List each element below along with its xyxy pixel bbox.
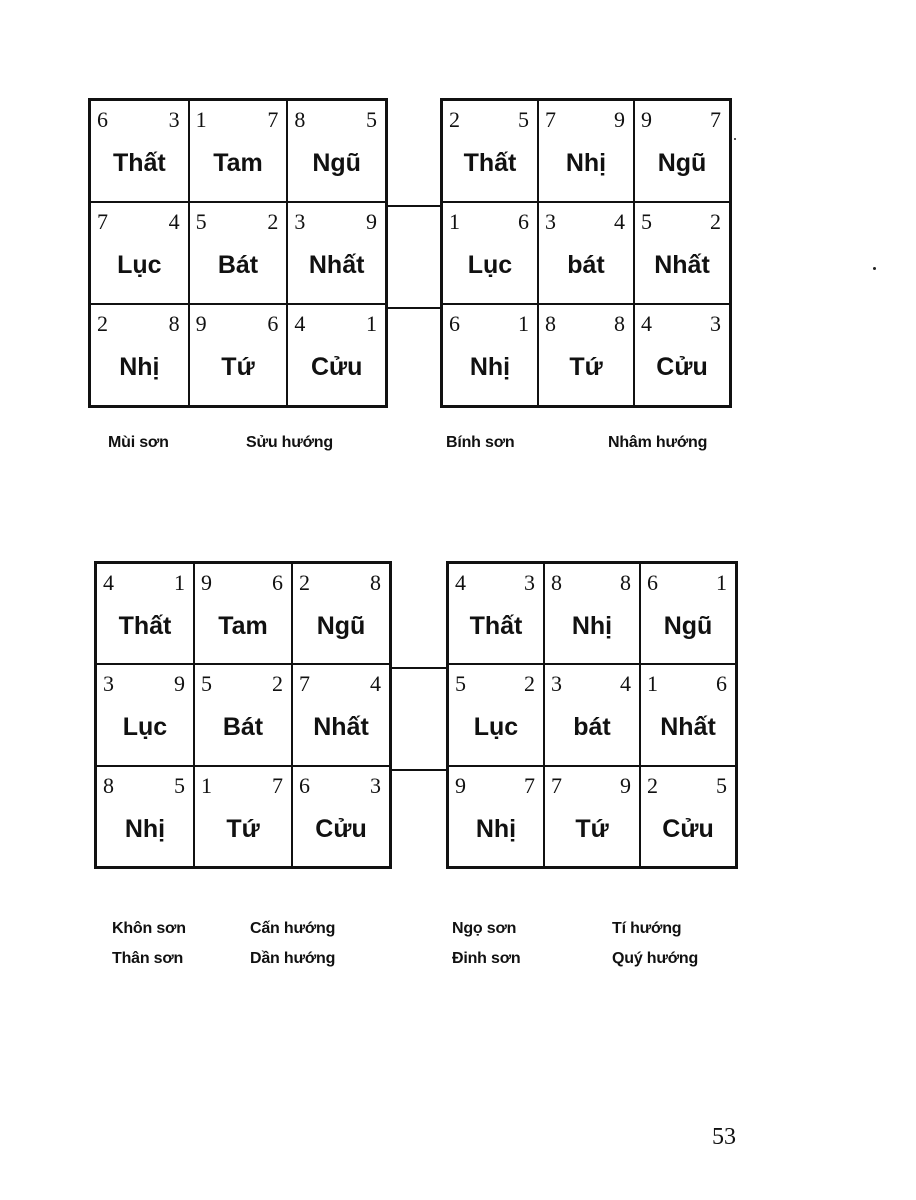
cell-number-right: 5 [174, 772, 185, 798]
cell-star-name: Nhị [119, 353, 160, 381]
cell-number-right: 7 [272, 772, 283, 798]
grid-cell [90, 100, 189, 202]
grid-cell [544, 766, 640, 867]
cell-number-left: 9 [455, 772, 466, 798]
grid-cell [640, 563, 736, 664]
cell-number-right: 8 [614, 311, 625, 336]
caption-binh-son: Bính sơn [446, 434, 515, 451]
cell-number-left: 3 [551, 671, 562, 697]
cell-number-right: 4 [614, 209, 625, 234]
grid-cell [442, 100, 538, 202]
cell-number-left: 3 [103, 671, 114, 697]
cell-number-left: 9 [195, 311, 207, 336]
grid-cell [544, 563, 640, 664]
cell-number-left: 5 [455, 671, 466, 697]
cell-star-name: Thất [112, 149, 166, 177]
cell-star-name: Nhị [475, 814, 517, 843]
cell-number-left: 1 [647, 671, 658, 697]
cell-number-left: 2 [97, 311, 108, 336]
cell-number-right: 4 [168, 209, 180, 234]
cell-number-right: 3 [710, 311, 721, 336]
grid-cell [189, 202, 288, 304]
grid-cell [194, 664, 292, 765]
cell-star-name: Nhất [308, 251, 365, 279]
cell-number-left: 7 [299, 671, 310, 697]
grid-cell [292, 664, 390, 765]
cell-number-right: 1 [716, 570, 727, 595]
caption-can-huong: Cấn hướng [250, 920, 336, 937]
cell-number-right: 9 [365, 209, 377, 234]
grid-cell [442, 304, 538, 406]
cell-number-left: 8 [294, 107, 306, 132]
cell-number-left: 8 [103, 772, 114, 798]
grid-cell [448, 664, 544, 765]
grid-cell [90, 202, 189, 304]
grid-cell [640, 766, 736, 867]
cell-number-right: 6 [272, 570, 283, 595]
cell-star-name: Tứ [226, 814, 260, 843]
caption-mui-son: Mùi sơn [108, 434, 169, 451]
cell-number-right: 4 [620, 671, 631, 697]
scan-speck [734, 138, 736, 140]
cell-star-name: Lục [473, 713, 519, 742]
cell-star-name: Nhất [313, 713, 369, 742]
grid-cell [96, 766, 194, 867]
cell-star-name: Lục [467, 251, 513, 279]
cell-star-name: Tam [218, 612, 268, 640]
cell-star-name: Thất [118, 612, 172, 640]
cell-number-right: 5 [716, 772, 727, 798]
cell-number-right: 7 [710, 107, 721, 132]
cell-number-right: 2 [710, 209, 721, 234]
page-number: 53 [712, 1124, 736, 1150]
cell-star-name: Nhị [565, 149, 607, 177]
grid-cell [538, 100, 634, 202]
grid-connector [388, 307, 440, 309]
cell-number-right: 6 [716, 671, 727, 697]
grid-cell [538, 202, 634, 304]
grid-cell [194, 563, 292, 664]
cell-number-left: 2 [647, 772, 658, 798]
cell-star-name: Nhị [571, 612, 613, 640]
cell-star-name: bát [573, 713, 611, 742]
cell-star-name: Tứ [569, 353, 603, 381]
grid-cell [448, 563, 544, 664]
cell-star-name: Ngũ [663, 612, 713, 640]
cell-number-left: 5 [641, 209, 652, 234]
caption-khon-son: Khôn sơn [112, 920, 186, 937]
cell-star-name: Nhị [124, 814, 166, 843]
cell-number-right: 7 [267, 107, 279, 132]
cell-number-right: 5 [518, 107, 529, 132]
cell-number-right: 7 [524, 772, 535, 798]
cell-number-right: 2 [267, 209, 279, 234]
grid-cell [189, 304, 288, 406]
grid-cell [634, 304, 730, 406]
grid-khon-can [94, 561, 392, 869]
grid-connector [388, 205, 440, 207]
cell-number-right: 5 [365, 107, 377, 132]
grid-cell [538, 304, 634, 406]
cell-number-right: 3 [168, 107, 180, 132]
caption-dan-huong: Dần hướng [250, 950, 336, 967]
cell-number-left: 5 [195, 209, 207, 234]
grid-cell [96, 664, 194, 765]
grid-cell [90, 304, 189, 406]
grid-cell [287, 304, 386, 406]
cell-number-left: 7 [97, 209, 108, 234]
cell-number-left: 3 [545, 209, 556, 234]
cell-number-right: 6 [518, 209, 529, 234]
cell-star-name: bát [567, 251, 605, 279]
cell-number-left: 1 [201, 772, 212, 798]
grid-cell [448, 766, 544, 867]
cell-number-right: 3 [524, 570, 535, 595]
cell-number-left: 3 [294, 209, 306, 234]
scan-speck [873, 267, 876, 270]
cell-star-name: Bát [222, 713, 264, 742]
cell-number-left: 7 [551, 772, 562, 798]
cell-star-name: Thất [463, 149, 517, 177]
cell-star-name: Lục [122, 713, 168, 742]
cell-star-name: Nhất [654, 251, 710, 279]
grid-cell [442, 202, 538, 304]
cell-number-right: 2 [524, 671, 535, 697]
grid-cell [292, 766, 390, 867]
grid-cell [634, 202, 730, 304]
cell-number-left: 6 [449, 311, 460, 336]
cell-star-name: Cửu [310, 353, 363, 381]
grid-cell [640, 664, 736, 765]
cell-number-left: 1 [449, 209, 460, 234]
cell-star-name: Lục [117, 251, 162, 279]
caption-ti-huong: Tí hướng [612, 920, 682, 937]
cell-number-left: 4 [294, 311, 306, 336]
cell-number-left: 5 [201, 671, 212, 697]
cell-star-name: Bát [217, 251, 259, 279]
cell-star-name: Cửu [656, 353, 708, 381]
cell-star-name: Nhị [469, 353, 511, 381]
grid-binh-nham [440, 98, 732, 408]
cell-number-right: 6 [267, 311, 279, 336]
cell-number-right: 8 [370, 570, 381, 595]
caption-quy-huong: Quý hướng [612, 950, 699, 967]
cell-number-left: 2 [449, 107, 460, 132]
grid-cell [287, 202, 386, 304]
grid-connector [392, 769, 446, 771]
grid-cell [189, 100, 288, 202]
grid-mui-suu [88, 98, 388, 408]
caption-ngo-son: Ngọ sơn [452, 920, 517, 937]
grid-cell [634, 100, 730, 202]
grid-cell [287, 100, 386, 202]
caption-dinh-son: Đinh sơn [452, 950, 521, 967]
cell-number-left: 4 [103, 570, 114, 595]
cell-number-left: 9 [201, 570, 212, 595]
cell-star-name: Tam [213, 149, 263, 177]
cell-number-left: 1 [195, 107, 207, 132]
cell-star-name: Thất [469, 612, 523, 640]
cell-number-right: 9 [620, 772, 631, 798]
cell-number-right: 8 [168, 311, 180, 336]
cell-number-left: 2 [299, 570, 310, 595]
caption-suu-huong: Sửu hướng [246, 434, 333, 451]
cell-number-right: 1 [518, 311, 529, 336]
cell-star-name: Cửu [662, 814, 714, 843]
cell-number-left: 8 [545, 311, 556, 336]
grid-ngo-ti [446, 561, 738, 869]
caption-nham-huong: Nhâm hướng [608, 434, 708, 451]
cell-star-name: Ngũ [316, 612, 366, 640]
cell-number-right: 1 [365, 311, 377, 336]
cell-number-left: 6 [647, 570, 658, 595]
cell-number-right: 3 [370, 772, 381, 798]
caption-than-son: Thân sơn [112, 950, 184, 967]
cell-number-right: 4 [370, 671, 381, 697]
cell-number-left: 4 [641, 311, 652, 336]
cell-star-name: Nhất [660, 713, 716, 742]
cell-number-left: 9 [641, 107, 652, 132]
cell-number-left: 6 [299, 772, 310, 798]
cell-number-right: 8 [620, 570, 631, 595]
cell-number-right: 9 [174, 671, 185, 697]
cell-number-right: 9 [614, 107, 625, 132]
grid-cell [292, 563, 390, 664]
grid-cell [194, 766, 292, 867]
cell-number-left: 6 [97, 107, 108, 132]
grid-cell [96, 563, 194, 664]
cell-number-left: 7 [545, 107, 556, 132]
grid-cell [544, 664, 640, 765]
cell-star-name: Tứ [575, 814, 609, 843]
cell-number-right: 2 [272, 671, 283, 697]
cell-number-right: 1 [174, 570, 185, 595]
grid-connector [392, 667, 446, 669]
cell-number-left: 4 [455, 570, 466, 595]
cell-star-name: Cửu [315, 814, 367, 843]
cell-star-name: Tứ [221, 353, 255, 381]
cell-star-name: Ngũ [312, 149, 361, 177]
cell-star-name: Ngũ [657, 149, 707, 177]
cell-number-left: 8 [551, 570, 562, 595]
